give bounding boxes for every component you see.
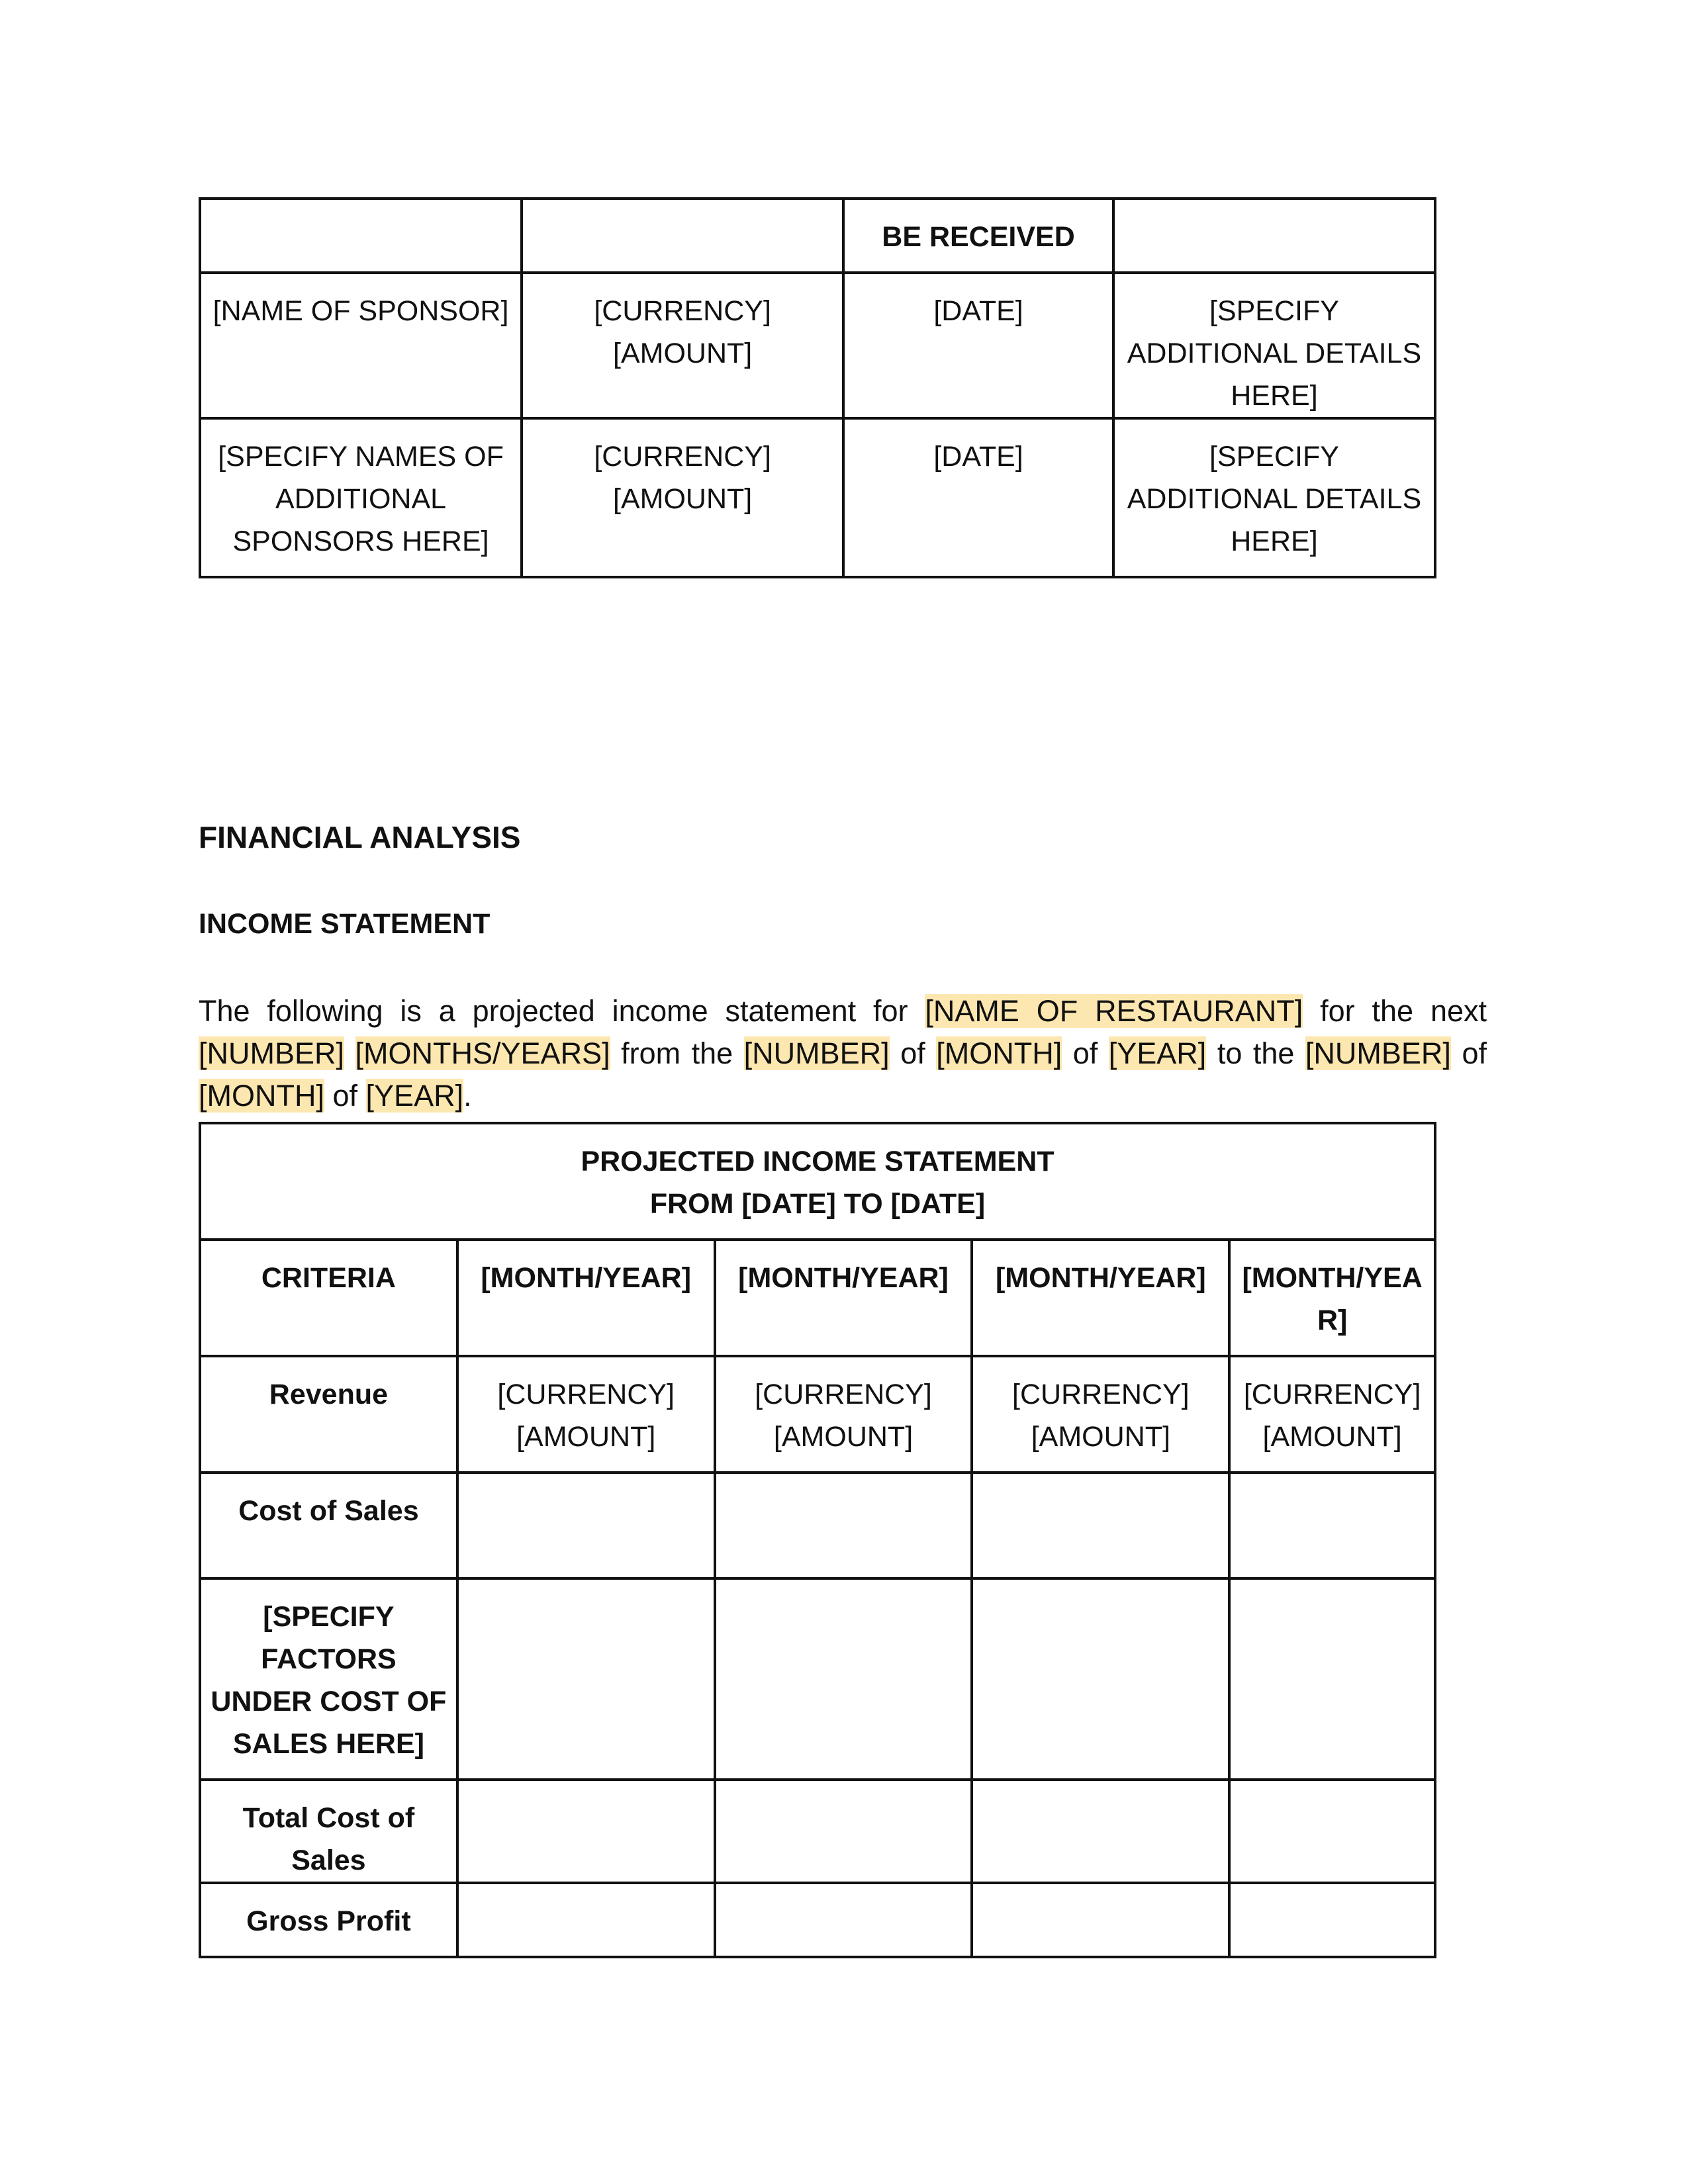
value-cell [457, 1578, 715, 1780]
intro-text: of [1450, 1036, 1487, 1070]
value-cell [1229, 1780, 1435, 1883]
value-cell [457, 1780, 715, 1883]
table-row [200, 273, 1435, 418]
table-title-line: FROM [DATE] TO [DATE] [649, 1188, 986, 1220]
table-row [200, 1883, 1435, 1957]
column-header: [MONTH/YEAR] [972, 1240, 1229, 1356]
placeholder-highlight: [NUMBER] [743, 1036, 890, 1070]
table-row [200, 1780, 1435, 1883]
sponsor-header-cell [1113, 199, 1435, 273]
intro-text: of [324, 1079, 366, 1113]
table-row [200, 1240, 1435, 1356]
placeholder-highlight: [MONTHS/YEARS] [355, 1036, 610, 1070]
intro-text: of [1062, 1036, 1109, 1070]
sponsor-date-cell: [DATE] [843, 418, 1113, 577]
placeholder-highlight: [NAME OF RESTAURANT] [925, 994, 1303, 1028]
placeholder-highlight: [MONTH] [199, 1079, 324, 1113]
income-statement-table [199, 1122, 1436, 1958]
value-cell [715, 1780, 972, 1883]
placeholder-highlight: [NUMBER] [199, 1036, 345, 1070]
value-cell: [CURRENCY] [AMOUNT] [715, 1356, 972, 1473]
sponsor-name-cell: [NAME OF SPONSOR] [200, 273, 522, 418]
column-header: CRITERIA [200, 1240, 457, 1356]
value-cell: [CURRENCY] [AMOUNT] [1229, 1356, 1435, 1473]
intro-text: . [463, 1079, 472, 1113]
section-heading: FINANCIAL ANALYSIS [199, 820, 521, 854]
table-row [200, 1578, 1435, 1780]
intro-paragraph [199, 990, 1487, 1117]
table-row [200, 1123, 1435, 1240]
table-title-cell [200, 1123, 1435, 1240]
table-row [200, 418, 1435, 577]
column-header: [MONTH/YEAR] [715, 1240, 972, 1356]
placeholder-highlight: [MONTH] [936, 1036, 1062, 1070]
value-cell: [CURRENCY] [AMOUNT] [457, 1356, 715, 1473]
placeholder-highlight: [YEAR] [1108, 1036, 1207, 1070]
sponsor-amount-cell: [CURRENCY] [AMOUNT] [522, 418, 843, 577]
subsection-heading: INCOME STATEMENT [199, 908, 491, 940]
value-cell [1229, 1883, 1435, 1957]
sponsor-details-cell: [SPECIFY ADDITIONAL DETAILS HERE] [1113, 273, 1435, 418]
intro-text: of [889, 1036, 937, 1070]
row-label: [SPECIFY FACTORS UNDER COST OF SALES HERE] [200, 1578, 457, 1780]
value-cell: [CURRENCY] [AMOUNT] [972, 1356, 1229, 1473]
value-cell [457, 1883, 715, 1957]
intro-text: The following is a projected income statement for [199, 994, 925, 1028]
value-cell [457, 1473, 715, 1578]
sponsor-details-cell: [SPECIFY ADDITIONAL DETAILS HERE] [1113, 418, 1435, 577]
value-cell [1229, 1473, 1435, 1578]
intro-text: from the [610, 1036, 744, 1070]
value-cell [1229, 1578, 1435, 1780]
sponsor-header-cell [200, 199, 522, 273]
table-title-line: PROJECTED INCOME STATEMENT [581, 1146, 1055, 1177]
value-cell [972, 1473, 1229, 1578]
column-header: [MONTH/YEAR] [457, 1240, 715, 1356]
sponsor-date-cell: [DATE] [843, 273, 1113, 418]
value-cell [715, 1578, 972, 1780]
value-cell [972, 1578, 1229, 1780]
row-label: Total Cost of Sales [200, 1780, 457, 1883]
intro-text [344, 1036, 355, 1070]
row-label: Cost of Sales [200, 1473, 457, 1578]
column-header: [MONTH/YEAR] [1229, 1240, 1435, 1356]
value-cell [972, 1780, 1229, 1883]
sponsor-header-cell: BE RECEIVED [843, 199, 1113, 273]
table-row [200, 199, 1435, 273]
sponsor-header-cell [522, 199, 843, 273]
intro-text: for the next [1303, 994, 1487, 1028]
placeholder-highlight: [YEAR] [365, 1079, 464, 1113]
table-row [200, 1356, 1435, 1473]
value-cell [715, 1883, 972, 1957]
table-row [200, 1473, 1435, 1578]
sponsor-table [199, 197, 1436, 578]
intro-text: to the [1206, 1036, 1305, 1070]
value-cell [972, 1883, 1229, 1957]
row-label: Gross Profit [200, 1883, 457, 1957]
value-cell [715, 1473, 972, 1578]
sponsor-name-cell: [SPECIFY NAMES OF ADDITIONAL SPONSORS HERE] [200, 418, 522, 577]
placeholder-highlight: [NUMBER] [1305, 1036, 1451, 1070]
row-label: Revenue [200, 1356, 457, 1473]
sponsor-amount-cell: [CURRENCY] [AMOUNT] [522, 273, 843, 418]
